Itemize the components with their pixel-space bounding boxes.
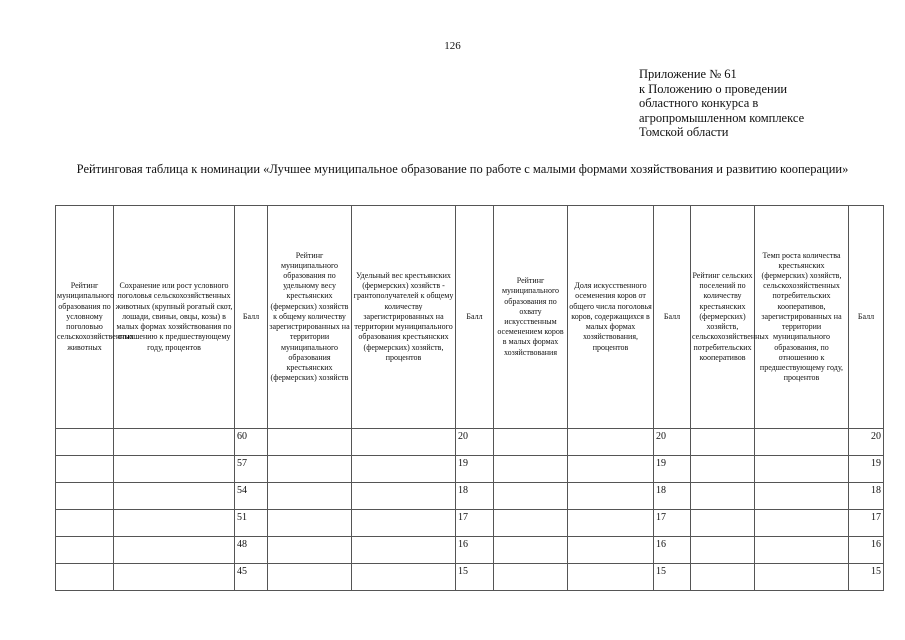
table-cell (268, 564, 352, 591)
table-cell (268, 483, 352, 510)
score-cell: 15 (456, 564, 494, 591)
table-cell (352, 537, 456, 564)
table-body (56, 429, 884, 591)
table-cell (268, 510, 352, 537)
score-cell: 54 (235, 483, 268, 510)
table-cell (352, 456, 456, 483)
score-cell: 20 (456, 429, 494, 456)
table-cell (494, 537, 568, 564)
score-cell: 48 (235, 537, 268, 564)
appendix-note (639, 67, 879, 140)
table-cell (114, 564, 235, 591)
score-cell: 17 (456, 510, 494, 537)
header-cell: Темп роста количества крестьянских (фермерских) хозяйств, сельскохозяйственных потребительских кооперативов, зарегистрированных на территории муниципального образования, по отношению к предшествующему году, процентов (755, 206, 849, 429)
score-cell: 18 (456, 483, 494, 510)
appendix-line: Томской области (639, 125, 729, 139)
score-cell: 18 (849, 483, 884, 510)
score-cell: 19 (849, 456, 884, 483)
table-cell (494, 510, 568, 537)
header-cell: Балл (235, 206, 268, 429)
table-cell (755, 564, 849, 591)
score-cell: 51 (235, 510, 268, 537)
table-cell (568, 510, 654, 537)
appendix-line: агропромышленном комплексе (639, 110, 805, 125)
score-cell: 20 (849, 429, 884, 456)
score-cell: 16 (456, 537, 494, 564)
table-cell (691, 564, 755, 591)
score-cell: 19 (456, 456, 494, 483)
table-cell (114, 456, 235, 483)
appendix-line: областного конкурса в (639, 96, 759, 110)
table-row (56, 483, 884, 510)
header-cell: Балл (654, 206, 691, 429)
table-row (56, 429, 884, 456)
header-cell: Доля искусственного осеменения коров от общего числа поголовья коров, содержащихся в малых формах хозяйствования, процентов (568, 206, 654, 429)
score-cell: 16 (654, 537, 691, 564)
score-cell: 15 (849, 564, 884, 591)
table-cell (56, 510, 114, 537)
table-cell (691, 510, 755, 537)
table-cell (755, 537, 849, 564)
table-row (56, 537, 884, 564)
table-cell (568, 537, 654, 564)
score-cell: 18 (654, 483, 691, 510)
table-cell (755, 510, 849, 537)
header-cell: Рейтинг сельских поселений по количеству крестьянских (фермерских) хозяйств, сельскохозяйственных потребительских кооперативов (691, 206, 755, 429)
table-header-row (56, 206, 884, 429)
header-cell: Балл (849, 206, 884, 429)
page-number: 126 (444, 40, 461, 52)
table-cell (352, 564, 456, 591)
table-cell (568, 483, 654, 510)
table-cell (56, 429, 114, 456)
score-cell: 20 (654, 429, 691, 456)
table-row (56, 456, 884, 483)
table-cell (568, 429, 654, 456)
table-cell (268, 537, 352, 564)
table-cell (691, 456, 755, 483)
table-cell (56, 456, 114, 483)
table-cell (691, 537, 755, 564)
table-cell (494, 564, 568, 591)
table-cell (268, 456, 352, 483)
header-cell: Рейтинг муниципального образования по условному поголовью сельскохозяйственных животных (56, 206, 114, 429)
table-cell (56, 564, 114, 591)
table-cell (691, 483, 755, 510)
score-cell: 60 (235, 429, 268, 456)
table-cell (494, 483, 568, 510)
rating-table (55, 205, 884, 591)
table-cell (755, 483, 849, 510)
header-cell: Рейтинг муниципального образования по удельному весу крестьянских (фермерских) хозяйств к общему количеству зарегистрированных на территории муниципального образования крестьянских (фермерских) хозяйств (268, 206, 352, 429)
table-cell (494, 429, 568, 456)
table-cell (114, 429, 235, 456)
table-cell (352, 483, 456, 510)
appendix-line: к Положению о проведении (639, 81, 788, 96)
table-cell (114, 483, 235, 510)
table-cell (494, 456, 568, 483)
score-cell: 57 (235, 456, 268, 483)
table-cell (56, 483, 114, 510)
score-cell: 17 (849, 510, 884, 537)
table-cell (268, 429, 352, 456)
score-cell: 19 (654, 456, 691, 483)
score-cell: 16 (849, 537, 884, 564)
table-cell (114, 537, 235, 564)
header-cell: Удельный вес крестьянских (фермерских) хозяйств - грантополучателей к общему количеству зарегистрированных на территории муниципального образования крестьянских (фермерских) хозяйств, процентов (352, 206, 456, 429)
score-cell: 15 (654, 564, 691, 591)
table-cell (755, 456, 849, 483)
table-cell (352, 429, 456, 456)
table-cell (56, 537, 114, 564)
score-cell: 17 (654, 510, 691, 537)
table-cell (114, 510, 235, 537)
header-cell: Рейтинг муниципального образования по охвату искусственным осеменением коров в малых формах хозяйствования (494, 206, 568, 429)
header-cell: Сохранение или рост условного поголовья сельскохозяйственных животных (крупный рогатый скот, лошади, свиньи, овцы, козы) в малых формах хозяйствования по отношению к предшествующему году, процентов (114, 206, 235, 429)
table-cell (352, 510, 456, 537)
document-title: Рейтинговая таблица к номинации «Лучшее муниципальное образование по работе с малыми формами хозяйствования и развитию кооперации» (76, 162, 849, 176)
table-cell (755, 429, 849, 456)
table-row (56, 510, 884, 537)
score-cell: 45 (235, 564, 268, 591)
table-cell (568, 456, 654, 483)
appendix-line: Приложение № 61 (639, 67, 737, 81)
header-cell: Балл (456, 206, 494, 429)
table-row (56, 564, 884, 591)
table-cell (568, 564, 654, 591)
table-cell (691, 429, 755, 456)
